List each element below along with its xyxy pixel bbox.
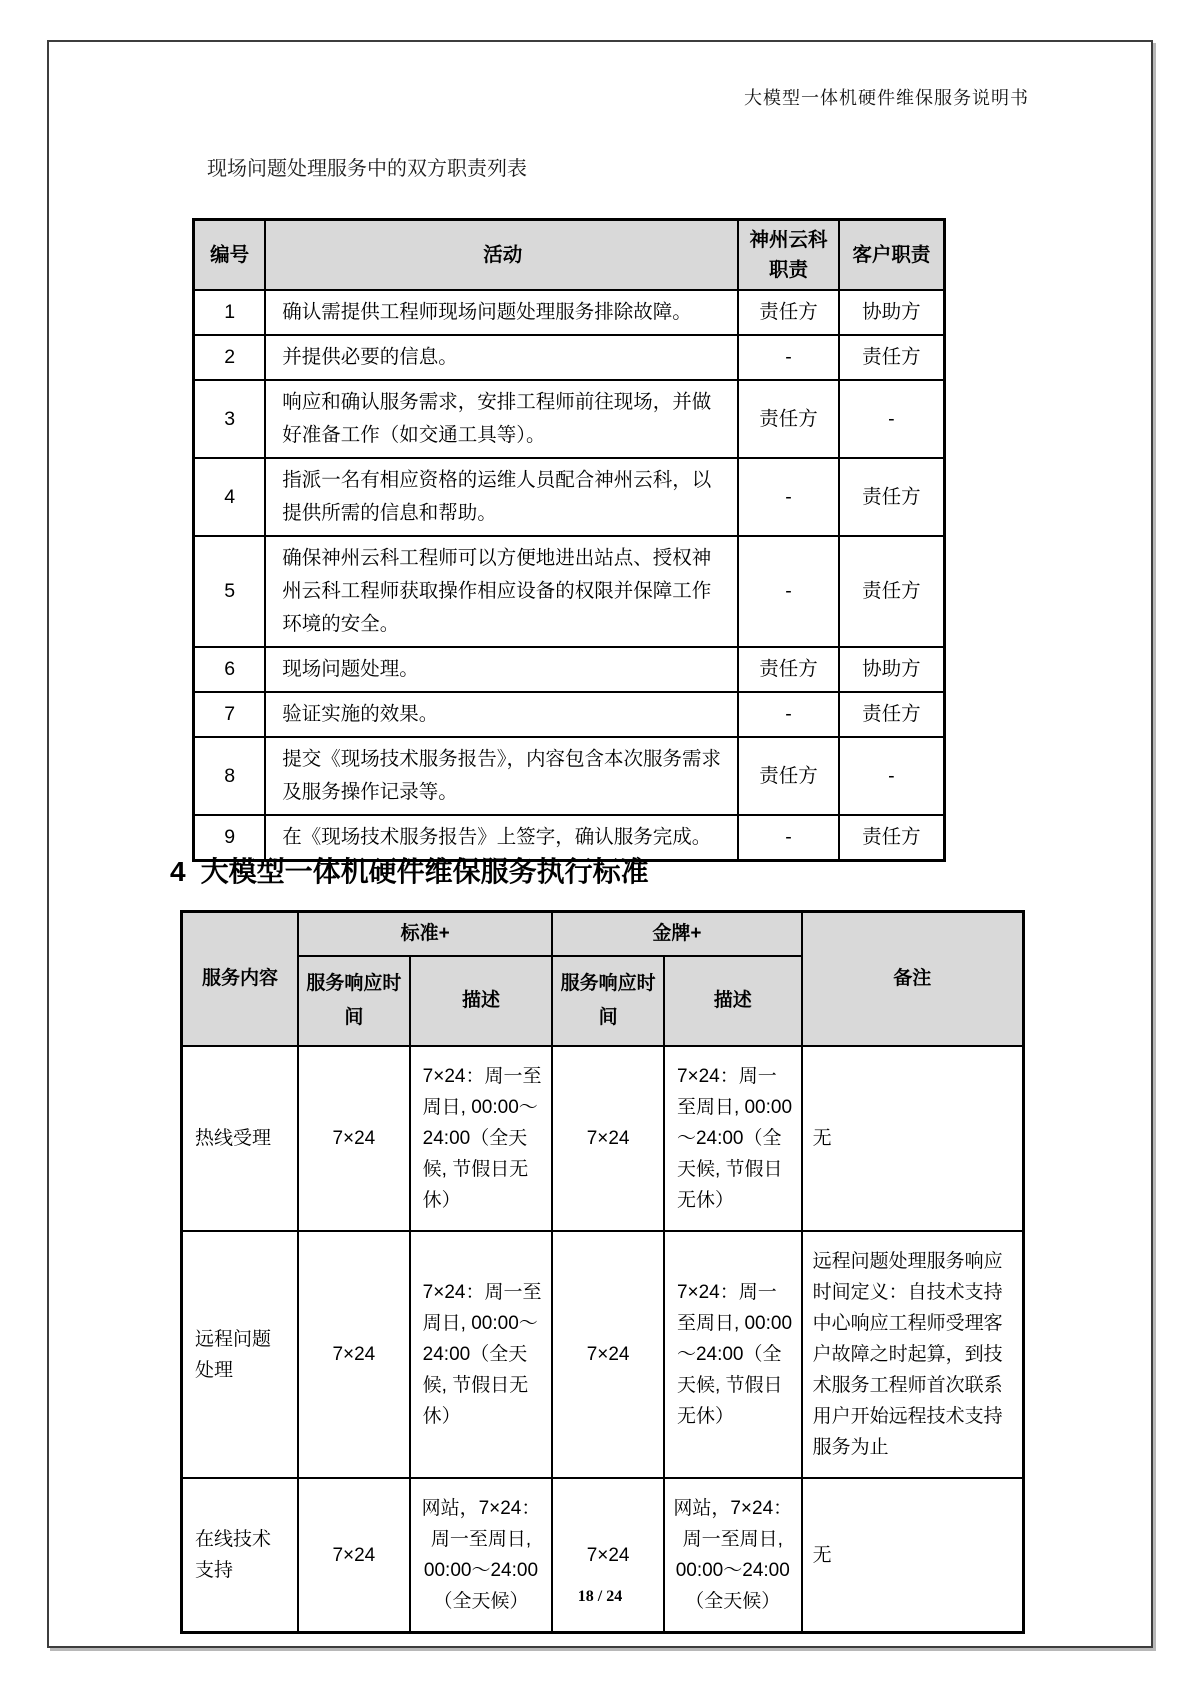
cell-standard-response: 7×24	[298, 1478, 410, 1633]
cell-customer-duty: -	[839, 380, 945, 458]
cell-row-number: 8	[194, 737, 266, 815]
intro-text: 现场问题处理服务中的双方职责列表	[207, 158, 527, 180]
cell-row-number: 6	[194, 647, 266, 692]
cell-vendor-duty: 责任方	[738, 647, 839, 692]
cell-activity: 现场问题处理。	[265, 647, 738, 692]
cell-customer-duty: -	[839, 737, 945, 815]
responsibility-table-head	[194, 220, 945, 291]
cell-row-number: 7	[194, 692, 266, 737]
cell-standard-response: 7×24	[298, 1046, 410, 1231]
header-gold-plus: 金牌+	[552, 912, 801, 957]
cell-gold-description: 7×24：周一至周日, 00:00～24:00（全天候, 节假日无休）	[664, 1231, 802, 1478]
cell-vendor-duty: 责任方	[738, 290, 839, 335]
cell-gold-response: 7×24	[552, 1046, 664, 1231]
header-customer-duty: 客户职责	[839, 220, 945, 291]
cell-activity: 指派一名有相应资格的运维人员配合神州云科，以提供所需的信息和帮助。	[265, 458, 738, 536]
cell-customer-duty: 协助方	[839, 647, 945, 692]
header-description-gold: 描述	[664, 956, 802, 1046]
table-row	[194, 458, 945, 536]
responsibility-table	[192, 218, 946, 862]
header-response-time-gold: 服务响应时间	[552, 956, 664, 1046]
cell-standard-response: 7×24	[298, 1231, 410, 1478]
table-header-row	[194, 220, 945, 291]
cell-standard-description: 7×24：周一至周日, 00:00～24:00（全天候, 节假日无休）	[410, 1046, 553, 1231]
cell-vendor-duty: -	[738, 536, 839, 647]
cell-activity: 确认需提供工程师现场问题处理服务排除故障。	[265, 290, 738, 335]
cell-row-number: 9	[194, 815, 266, 861]
header-description-standard: 描述	[410, 956, 553, 1046]
cell-customer-duty: 责任方	[839, 458, 945, 536]
standards-table	[180, 910, 1025, 1634]
header-service-content: 服务内容	[182, 912, 299, 1047]
page-sheet	[47, 40, 1153, 1648]
cell-activity: 提交《现场技术服务报告》，内容包含本次服务需求及服务操作记录等。	[265, 737, 738, 815]
cell-customer-duty: 责任方	[839, 536, 945, 647]
header-activity: 活动	[265, 220, 738, 291]
cell-standard-description: 7×24：周一至周日, 00:00～24:00（全天候, 节假日无休）	[410, 1231, 553, 1478]
header-vendor-duty: 神州云科 职责	[738, 220, 839, 291]
standards-table-head	[182, 912, 1024, 1047]
cell-gold-response: 7×24	[552, 1231, 664, 1478]
cell-gold-response: 7×24	[552, 1478, 664, 1633]
cell-remark: 无	[802, 1046, 1024, 1231]
page-number: 18 / 24	[577, 1588, 623, 1605]
cell-vendor-duty: -	[738, 458, 839, 536]
table-row	[194, 335, 945, 380]
table-row	[194, 692, 945, 737]
responsibility-table-body	[194, 290, 945, 861]
cell-activity: 在《现场技术服务报告》上签字，确认服务完成。	[265, 815, 738, 861]
document-header-title: 大模型一体机硬件维保服务说明书	[744, 88, 1029, 108]
cell-vendor-duty: -	[738, 815, 839, 861]
table-row	[194, 536, 945, 647]
cell-row-number: 1	[194, 290, 266, 335]
table-row	[182, 1478, 1024, 1633]
cell-vendor-duty: -	[738, 692, 839, 737]
header-standard-plus: 标准+	[298, 912, 552, 957]
cell-row-number: 4	[194, 458, 266, 536]
table-header-row	[182, 912, 1024, 957]
cell-service-name: 在线技术支持	[182, 1478, 299, 1633]
cell-row-number: 3	[194, 380, 266, 458]
cell-customer-duty: 责任方	[839, 815, 945, 861]
cell-customer-duty: 责任方	[839, 692, 945, 737]
cell-row-number: 5	[194, 536, 266, 647]
section-heading	[170, 850, 649, 890]
cell-service-name: 热线受理	[182, 1046, 299, 1231]
cell-vendor-duty: 责任方	[738, 380, 839, 458]
cell-service-name: 远程问题处理	[182, 1231, 299, 1478]
header-no: 编号	[194, 220, 266, 291]
cell-vendor-duty: -	[738, 335, 839, 380]
table-row	[194, 290, 945, 335]
cell-customer-duty: 责任方	[839, 335, 945, 380]
cell-customer-duty: 协助方	[839, 290, 945, 335]
table-row	[194, 647, 945, 692]
table-row	[194, 737, 945, 815]
standards-table-body	[182, 1046, 1024, 1633]
cell-row-number: 2	[194, 335, 266, 380]
cell-activity: 并提供必要的信息。	[265, 335, 738, 380]
table-row	[194, 380, 945, 458]
table-row	[182, 1046, 1024, 1231]
cell-activity: 确保神州云科工程师可以方便地进出站点、授权神州云科工程师获取操作相应设备的权限并保障工作环境的安全。	[265, 536, 738, 647]
section-number: 4	[170, 856, 186, 887]
section-title: 大模型一体机硬件维保服务执行标准	[200, 856, 649, 887]
cell-activity: 验证实施的效果。	[265, 692, 738, 737]
header-response-time-standard: 服务响应时间	[298, 956, 410, 1046]
table-row	[182, 1231, 1024, 1478]
cell-gold-description: 7×24：周一至周日, 00:00～24:00（全天候, 节假日无休）	[664, 1046, 802, 1231]
cell-remark: 远程问题处理服务响应时间定义：自技术支持中心响应工程师受理客户故障之时起算，到技术服务工程师首次联系用户开始远程技术支持服务为止	[802, 1231, 1024, 1478]
cell-vendor-duty: 责任方	[738, 737, 839, 815]
header-remark: 备注	[802, 912, 1024, 1047]
cell-standard-description: 网站，7×24：周一至周日, 00:00～24:00 （全天候）	[410, 1478, 553, 1633]
cell-activity: 响应和确认服务需求，安排工程师前往现场，并做好准备工作（如交通工具等）。	[265, 380, 738, 458]
cell-gold-description: 网站，7×24：周一至周日, 00:00～24:00 （全天候）	[664, 1478, 802, 1633]
cell-remark: 无	[802, 1478, 1024, 1633]
